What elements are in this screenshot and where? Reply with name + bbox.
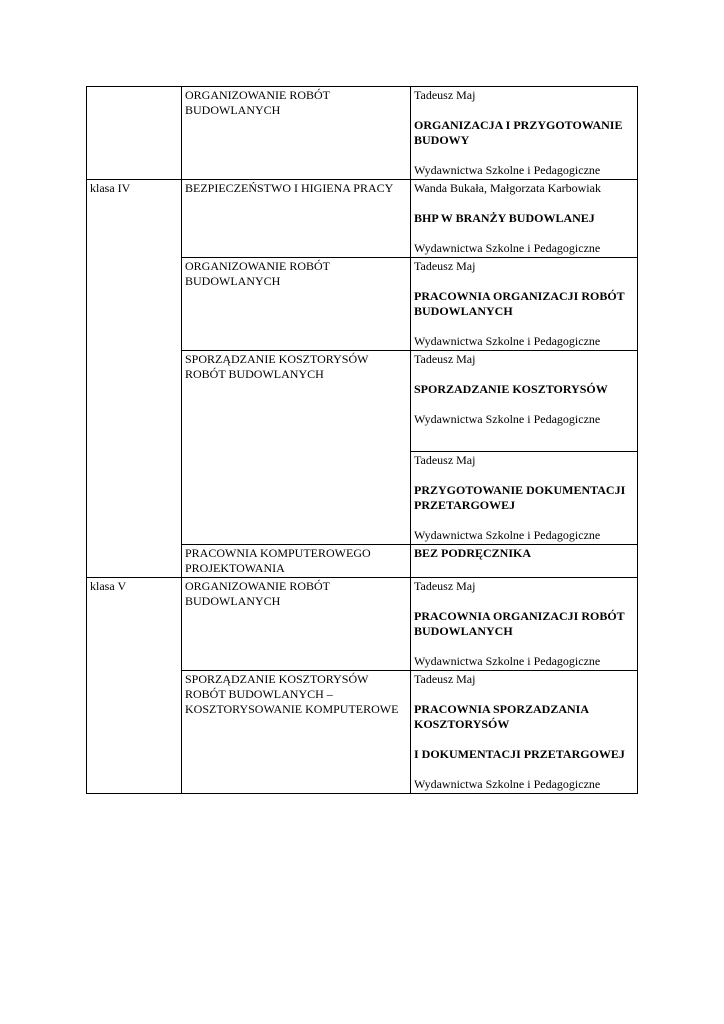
author: Tadeusz Maj xyxy=(414,352,476,366)
subject-cell: ORGANIZOWANIE ROBÓT BUDOWLANYCH xyxy=(182,87,411,180)
book-cell xyxy=(411,578,638,671)
book-title: PRZYGOTOWANIE DOKUMENTACJI PRZETARGOWEJ xyxy=(414,483,626,512)
author: Tadeusz Maj xyxy=(414,579,476,593)
publisher: Wydawnictwa Szkolne i Pedagogiczne xyxy=(414,334,601,348)
author: Tadeusz Maj xyxy=(414,453,476,467)
author: Tadeusz Maj xyxy=(414,88,476,102)
subject-cell: SPORZĄDZANIE KOSZTORYSÓW ROBÓT BUDOWLANYCH xyxy=(182,351,411,545)
book-cell xyxy=(411,180,638,258)
class-cell: klasa V xyxy=(87,578,182,794)
book-title: BEZ PODRĘCZNIKA xyxy=(414,546,532,560)
author: Tadeusz Maj xyxy=(414,259,476,273)
publisher: Wydawnictwa Szkolne i Pedagogiczne xyxy=(414,654,601,668)
book-title: SPORZADZANIE KOSZTORYSÓW xyxy=(414,382,608,396)
author: Tadeusz Maj xyxy=(414,672,476,686)
subject-cell: SPORZĄDZANIE KOSZTORYSÓW ROBÓT BUDOWLANYCH – KOSZTORYSOWANIE KOMPUTEROWE xyxy=(182,671,411,794)
textbook-table xyxy=(86,86,638,794)
table-row xyxy=(87,180,638,258)
publisher: Wydawnictwa Szkolne i Pedagogiczne xyxy=(414,777,601,791)
book-cell xyxy=(411,87,638,180)
book-title: ORGANIZACJA I PRZYGOTOWANIE BUDOWY xyxy=(414,118,623,147)
subject-cell: BEZPIECZEŃSTWO I HIGIENA PRACY xyxy=(182,180,411,258)
class-cell: klasa IV xyxy=(87,180,182,578)
publisher: Wydawnictwa Szkolne i Pedagogiczne xyxy=(414,528,601,542)
book-title: PRACOWNIA ORGANIZACJI ROBÓT BUDOWLANYCH xyxy=(414,289,625,318)
book-title-continued: I DOKUMENTACJI PRZETARGOWEJ xyxy=(414,747,625,761)
book-cell xyxy=(411,258,638,351)
publisher: Wydawnictwa Szkolne i Pedagogiczne xyxy=(414,241,601,255)
book-cell xyxy=(411,452,638,545)
subject-cell: ORGANIZOWANIE ROBÓT BUDOWLANYCH xyxy=(182,578,411,671)
publisher: Wydawnictwa Szkolne i Pedagogiczne xyxy=(414,412,601,426)
publisher: Wydawnictwa Szkolne i Pedagogiczne xyxy=(414,163,601,177)
class-cell xyxy=(87,87,182,180)
subject-cell: PRACOWNIA KOMPUTEROWEGO PROJEKTOWANIA xyxy=(182,545,411,578)
table-row xyxy=(87,578,638,671)
book-title: PRACOWNIA ORGANIZACJI ROBÓT BUDOWLANYCH xyxy=(414,609,625,638)
book-cell xyxy=(411,671,638,794)
author: Wanda Bukała, Małgorzata Karbowiak xyxy=(414,181,601,195)
book-title: BHP W BRANŻY BUDOWLANEJ xyxy=(414,211,595,225)
table-row xyxy=(87,87,638,180)
subject-cell: ORGANIZOWANIE ROBÓT BUDOWLANYCH xyxy=(182,258,411,351)
book-title: PRACOWNIA SPORZADZANIA KOSZTORYSÓW xyxy=(414,702,589,731)
book-cell xyxy=(411,351,638,452)
book-cell xyxy=(411,545,638,578)
